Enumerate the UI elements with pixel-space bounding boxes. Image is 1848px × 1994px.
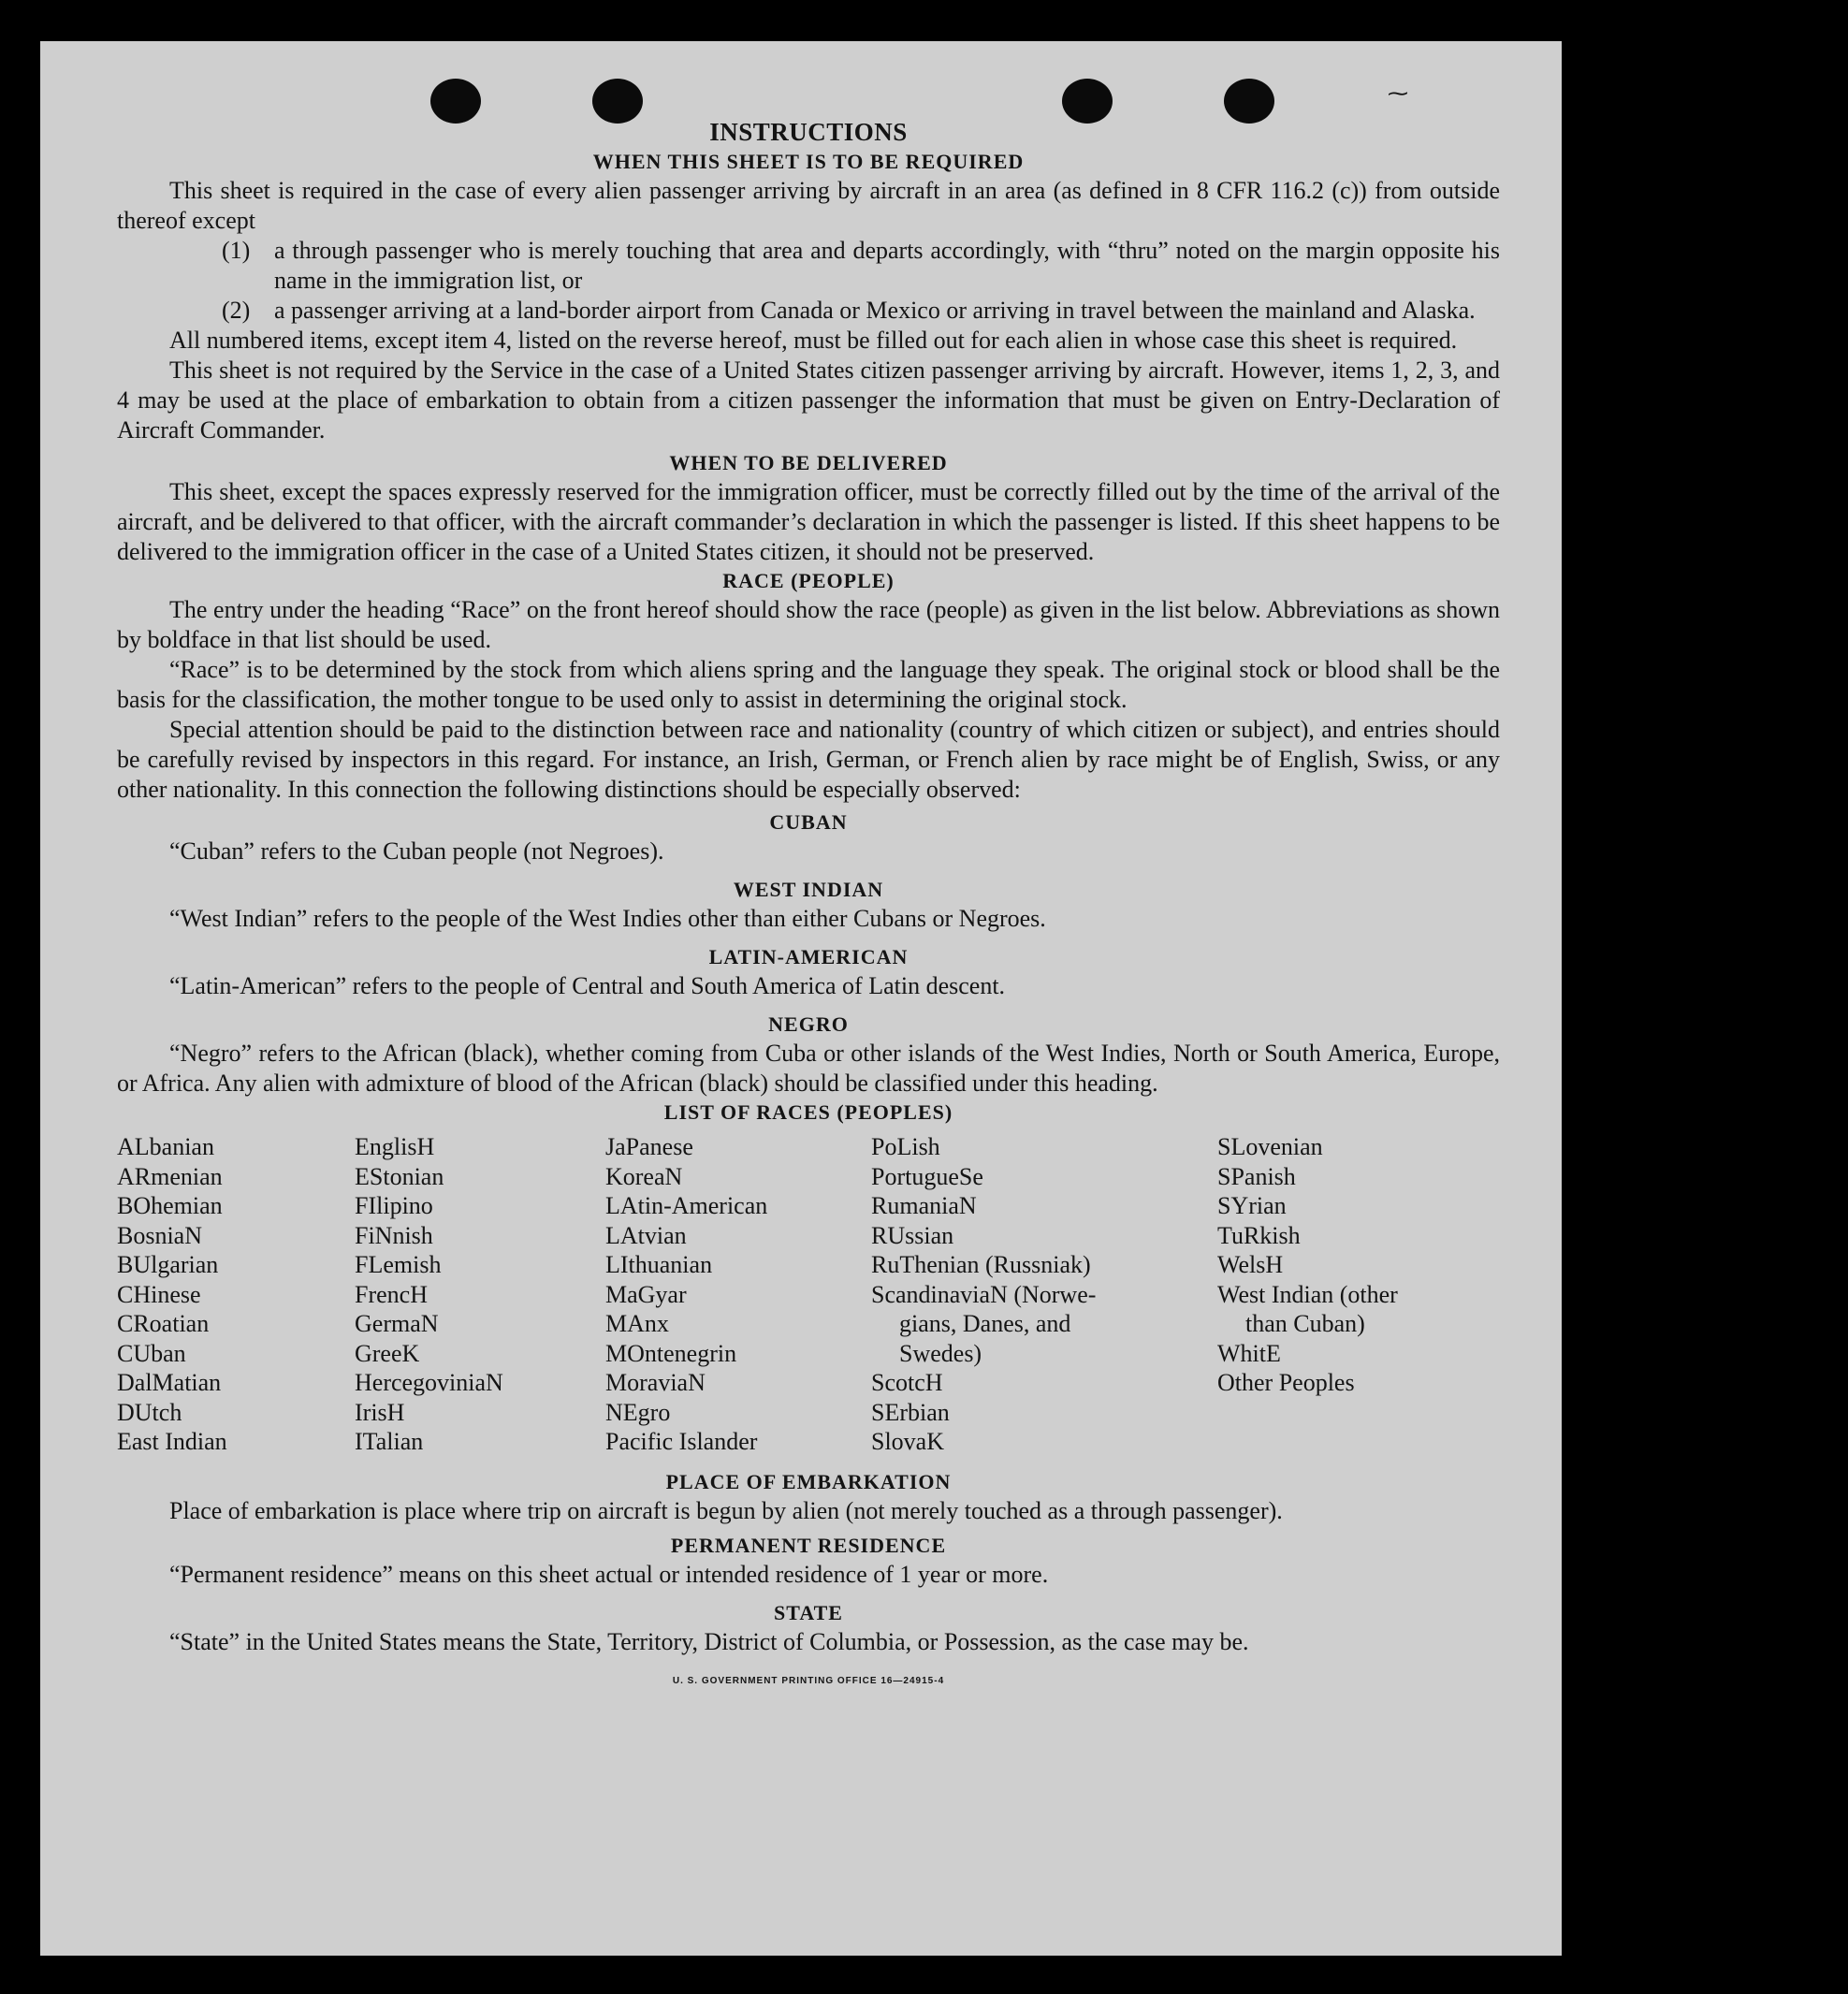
- heading-cuban: CUBAN: [769, 810, 848, 834]
- printer-imprint: U. S. GOVERNMENT PRINTING OFFICE 16—24915-4: [672, 1675, 945, 1686]
- race-entry: WhitE: [1217, 1339, 1281, 1367]
- race-entry: MOntenegrin: [605, 1339, 737, 1367]
- race-entry: DUtch: [117, 1398, 182, 1426]
- race-entry: SPanish: [1217, 1162, 1296, 1190]
- races-column: [355, 1132, 605, 1457]
- race-entry: ALbanian: [117, 1133, 214, 1160]
- race-entry: PoLish: [871, 1133, 940, 1160]
- race-entry: ITalian: [355, 1428, 424, 1455]
- heading-race: RACE (PEOPLE): [722, 569, 895, 592]
- document-page: [40, 41, 1562, 1956]
- race-entry: TuRkish: [1217, 1221, 1301, 1249]
- race-entry: ScotcH: [871, 1369, 943, 1396]
- race-entry: ARmenian: [117, 1162, 223, 1190]
- race-entry: BOhemian: [117, 1192, 223, 1219]
- race-entry: CRoatian: [117, 1310, 210, 1337]
- race-entry: Swedes): [899, 1339, 982, 1367]
- heading-residence: PERMANENT RESIDENCE: [670, 1533, 947, 1557]
- paragraph: “Permanent residence” means on this sheet actual or intended residence of 1 year or more.: [169, 1560, 1049, 1588]
- races-table: [117, 1132, 1500, 1457]
- race-entry: MaGyar: [605, 1280, 687, 1308]
- paragraph: “Cuban” refers to the Cuban people (not Negroes).: [169, 837, 664, 865]
- race-entry: FLemish: [355, 1251, 442, 1278]
- paragraph: “Latin-American” refers to the people of Central and South America of Latin descent.: [169, 972, 1006, 999]
- race-entry: KoreaN: [605, 1162, 683, 1190]
- race-entry: gians, Danes, and: [899, 1310, 1071, 1337]
- races-column: [1217, 1132, 1489, 1457]
- race-entry: LAtvian: [605, 1221, 687, 1249]
- race-entry: RuThenian (Russniak): [871, 1251, 1091, 1278]
- race-entry: MoraviaN: [605, 1369, 706, 1396]
- paragraph: “West Indian” refers to the people of the West Indies other than either Cubans or Negroes.: [169, 905, 1046, 932]
- race-entry: West Indian (other: [1217, 1280, 1398, 1308]
- race-entry: LIthuanian: [605, 1251, 713, 1278]
- instructions-body: [117, 116, 1500, 1696]
- race-entry: CUban: [117, 1339, 186, 1367]
- paragraph: “Race” is to be determined by the stock from which aliens spring and the language they speak. The original stock or blood shall be the basis for the classification, the mother tongue to be used only to assist in determining the original stock.: [117, 656, 1500, 713]
- heading-latin-american: LATIN-AMERICAN: [708, 945, 909, 968]
- pen-mark: ⁓: [1388, 81, 1408, 105]
- heading-state: STATE: [774, 1600, 843, 1624]
- paragraph: This sheet, except the spaces expressly reserved for the immigration officer, must be correctly filled out by the time of the arrival of the aircraft, and be delivered to that officer, with the aircraft commander’s declaration in which the passenger is listed. If this sheet happens to be delivered to the immigration officer in the case of a United States citizen, it should not be preserved.: [117, 478, 1500, 565]
- race-entry: FIlipino: [355, 1192, 433, 1219]
- race-entry: LAtin-American: [605, 1192, 768, 1219]
- races-column: [605, 1132, 871, 1457]
- paragraph: “Negro” refers to the African (black), whether coming from Cuba or other islands of the West Indies, North or South America, Europe, or Africa. Any alien with admixture of blood of the African (black) should be classified under this heading.: [117, 1040, 1500, 1097]
- race-entry: HercegoviniaN: [355, 1369, 503, 1396]
- item-number: (1): [222, 237, 251, 264]
- heading-delivered: WHEN TO BE DELIVERED: [669, 451, 948, 474]
- race-entry: SYrian: [1217, 1192, 1287, 1219]
- paragraph: Special attention should be paid to the distinction between race and nationality (country of which citizen or subject), and entries should be carefully revised by inspectors in this regard. For instance, an Irish, German, or French alien by race might be of English, Swiss, or any other nationality. In this connection the following distinctions should be especially observed:: [117, 716, 1500, 803]
- list-item: [117, 236, 1500, 296]
- races-column: [871, 1132, 1217, 1457]
- race-entry: ScandinaviaN (Norwe-: [871, 1280, 1097, 1308]
- heading-west-indian: WEST INDIAN: [733, 878, 884, 901]
- paragraph: All numbered items, except item 4, listed on the reverse hereof, must be filled out for each alien in whose case this sheet is required.: [169, 327, 1458, 354]
- race-entry: NEgro: [605, 1398, 671, 1426]
- item-number: (2): [222, 297, 251, 324]
- race-entry: Pacific Islander: [605, 1428, 758, 1455]
- race-entry: CHinese: [117, 1280, 201, 1308]
- item-text: a through passenger who is merely touching that area and departs accordingly, with “thru” noted on the margin opposite his name in the immigration list, or: [274, 237, 1500, 294]
- race-entry: FrencH: [355, 1280, 428, 1308]
- heading-embarkation: PLACE OF EMBARKATION: [665, 1469, 952, 1493]
- race-entry: SlovaK: [871, 1428, 944, 1455]
- race-entry: RUssian: [871, 1221, 954, 1249]
- heading-required: WHEN THIS SHEET IS TO BE REQUIRED: [592, 150, 1025, 173]
- race-entry: FiNnish: [355, 1221, 433, 1249]
- race-entry: GreeK: [355, 1339, 420, 1367]
- race-entry: SLovenian: [1217, 1133, 1323, 1160]
- race-entry: EStonian: [355, 1162, 444, 1190]
- race-entry: MAnx: [605, 1310, 669, 1337]
- race-entry: than Cuban): [1245, 1310, 1365, 1337]
- paragraph: Place of embarkation is place where trip on aircraft is begun by alien (not merely touched as a through passenger).: [169, 1496, 1283, 1524]
- heading-races-list: LIST OF RACES (PEOPLES): [663, 1100, 953, 1124]
- race-entry: EnglisH: [355, 1133, 435, 1160]
- list-item: [117, 296, 1500, 326]
- race-entry: East Indian: [117, 1428, 227, 1455]
- paragraph: This sheet is required in the case of every alien passenger arriving by aircraft in an area (as defined in 8 CFR 116.2 (c)) from outside thereof except: [117, 177, 1500, 234]
- paragraph: This sheet is not required by the Service in the case of a United States citizen passenger arriving by aircraft. However, items 1, 2, 3, and 4 may be used at the place of embarkation to obtain from a citizen passenger the information that must be given on Entry-Declaration of Aircraft Commander.: [117, 357, 1500, 444]
- race-entry: BUlgarian: [117, 1251, 219, 1278]
- paragraph: “State” in the United States means the State, Territory, District of Columbia, or Possession, as the case may be.: [169, 1627, 1249, 1655]
- heading-negro: NEGRO: [768, 1012, 849, 1036]
- item-text: a passenger arriving at a land-border airport from Canada or Mexico or arriving in travel between the mainland and Alaska.: [274, 297, 1476, 324]
- race-entry: WelsH: [1217, 1251, 1284, 1278]
- race-entry: IrisH: [355, 1398, 405, 1426]
- page-title: INSTRUCTIONS: [709, 118, 908, 146]
- races-column: [117, 1132, 355, 1457]
- race-entry: BosniaN: [117, 1221, 202, 1249]
- race-entry: JaPanese: [605, 1133, 693, 1160]
- race-entry: Other Peoples: [1217, 1369, 1355, 1396]
- race-entry: RumaniaN: [871, 1192, 977, 1219]
- paragraph: The entry under the heading “Race” on the front hereof should show the race (people) as given in the list below. Abbreviations as shown by boldface in that list should be used.: [117, 596, 1500, 653]
- race-entry: PortugueSe: [871, 1162, 983, 1190]
- race-entry: DalMatian: [117, 1369, 222, 1396]
- race-entry: GermaN: [355, 1310, 439, 1337]
- race-entry: SErbian: [871, 1398, 950, 1426]
